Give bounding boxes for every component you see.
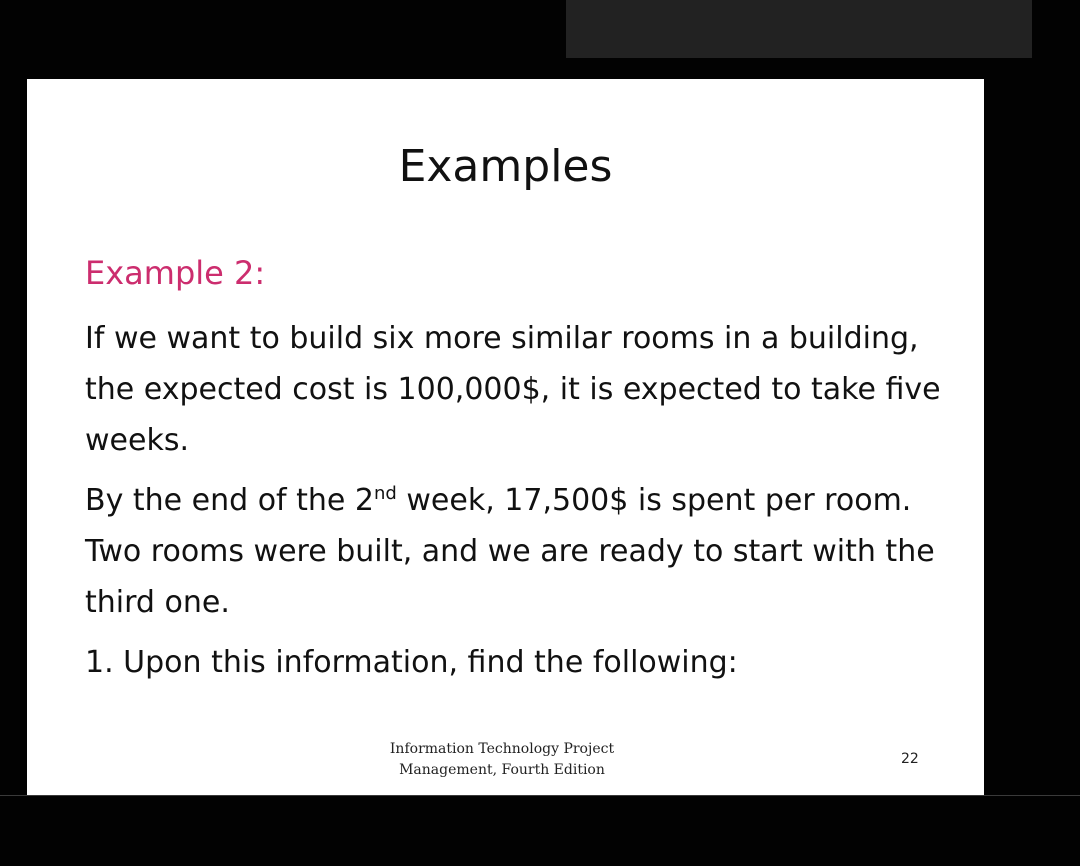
paragraph-question: 1. Upon this information, find the following: bbox=[85, 645, 738, 680]
slide-page-number: 22 bbox=[901, 751, 919, 767]
top-overlay-bar bbox=[566, 0, 1032, 58]
bottom-divider bbox=[0, 795, 1080, 796]
paragraph-progress-end: week, 17,500$ is spent per room. Two rooms were built, and we are ready to start with the third one. bbox=[85, 483, 935, 620]
slide-title: Examples bbox=[398, 141, 613, 192]
paragraph-progress-start: By the end of the 2 bbox=[85, 483, 374, 518]
paragraph-problem-statement: If we want to build six more similar rooms in a building, the expected cost is 100,000$, it is expected to take five weeks. bbox=[85, 321, 941, 458]
presentation-slide bbox=[27, 79, 984, 795]
example-subheading: Example 2: bbox=[85, 254, 266, 292]
footer-line-1: Information Technology Project bbox=[389, 741, 615, 757]
footer-line-2: Management, Fourth Edition bbox=[399, 762, 605, 778]
paragraph-progress bbox=[85, 475, 945, 628]
slide-footer bbox=[337, 739, 667, 781]
ordinal-superscript: nd bbox=[374, 483, 397, 504]
